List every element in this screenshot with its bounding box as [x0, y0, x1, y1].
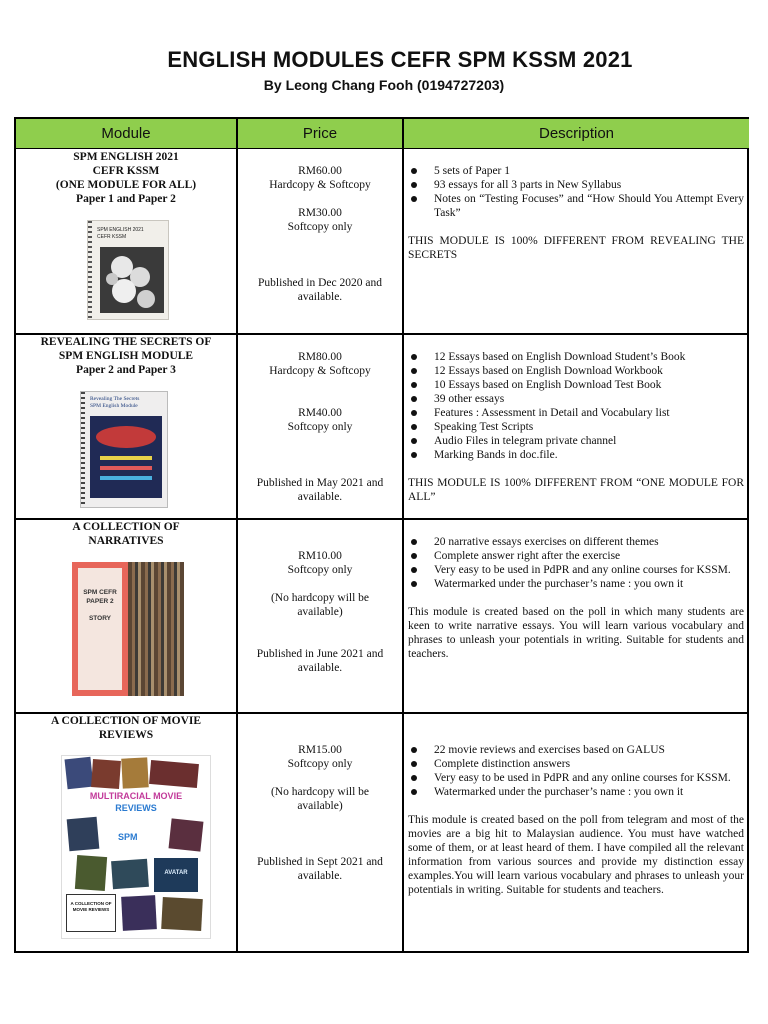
list-item: Marking Bands in doc.file.	[408, 448, 744, 462]
spiral-binding	[81, 392, 85, 507]
book-cover-narratives	[72, 562, 184, 696]
list-item: Complete answer right after the exercise	[408, 549, 744, 563]
module-title-1: SPM ENGLISH 2021 CEFR KSSM (ONE MODULE FOR ALL) Paper 1 and Paper 2	[55, 151, 197, 205]
column-header-price: Price	[238, 119, 402, 148]
list-item: Features : Assessment in Detail and Vocabulary list	[408, 406, 744, 420]
price-cell-1: RM60.00 Hardcopy & Softcopy RM30.00 Softcopy only	[269, 165, 371, 233]
page-subtitle: By Leong Chang Fooh (0194727203)	[263, 77, 505, 93]
list-item: Watermarked under the purchaser’s name : you own it	[408, 577, 744, 591]
module-note: THIS MODULE IS 100% DIFFERENT FROM REVEALING THE SECRETS	[408, 235, 744, 261]
list-item: Notes on “Testing Focuses” and “How Should You Attempt Every Task”	[408, 192, 744, 220]
description-cell-3	[408, 535, 744, 661]
module-title-3: A COLLECTION OF NARRATIVES	[72, 521, 180, 547]
published-date-3: Published in June 2021 and available.	[256, 648, 384, 674]
module-title-2: REVEALING THE SECRETS OF SPM ENGLISH MODULE Paper 2 and Paper 3	[40, 336, 212, 376]
price-cell-2: RM80.00 Hardcopy & Softcopy RM40.00 Softcopy only	[269, 351, 371, 433]
module-note: This module is created based on the poll from telegram and most of the movies are a big hit to Malaysian audience. You must have watched some of them, or at least heard of them. I have compiled all the relevant information from various sources and provide my distinction essay examples.You will learn various vocabulary and phrases to unleash your potentials in writing. Suitable for students and teachers.	[408, 814, 744, 896]
price-cell-3: RM10.00 Softcopy only (No hardcopy will be available)	[270, 550, 370, 618]
row-divider	[16, 148, 747, 149]
published-date-4: Published in Sept 2021 and available.	[257, 856, 383, 882]
book-cover-one-module	[87, 220, 169, 320]
cover-title: SPM CEFR PAPER 2 STORY	[83, 589, 117, 622]
spiral-binding	[88, 221, 92, 319]
list-item: Very easy to be used in PdPR and any online courses for KSSM.	[408, 563, 744, 577]
column-divider	[402, 119, 404, 951]
module-note: THIS MODULE IS 100% DIFFERENT FROM “ONE MODULE FOR ALL”	[408, 477, 744, 503]
column-divider	[236, 119, 238, 951]
list-item: 10 Essays based on English Download Test Book	[408, 378, 744, 392]
column-header-description: Description	[404, 119, 749, 148]
price-cell-4: RM15.00 Softcopy only (No hardcopy will be available)	[270, 744, 370, 812]
published-date-1: Published in Dec 2020 and available.	[258, 277, 382, 303]
list-item: Speaking Test Scripts	[408, 420, 744, 434]
book-cover-revealing-secrets	[80, 391, 168, 508]
cover-title: MULTIRACIAL MOVIE REVIEWS	[89, 791, 183, 813]
list-item: 5 sets of Paper 1	[408, 164, 744, 178]
list-item: Complete distinction answers	[408, 757, 744, 771]
description-cell-4	[408, 743, 744, 897]
cover-title: SPM ENGLISH 2021 CEFR KSSM	[97, 227, 144, 240]
list-item: 20 narrative essays exercises on different themes	[408, 535, 744, 549]
modules-table	[14, 117, 749, 953]
published-date-2: Published in May 2021 and available.	[256, 477, 384, 503]
cover-label: A COLLECTION OF MOVIE REVIEWS	[66, 894, 116, 932]
list-item: 93 essays for all 3 parts in New Syllabus	[408, 178, 744, 192]
bookshelf-photo	[128, 562, 184, 696]
module-note: This module is created based on the poll in which many students are keen to write narrative essays. You will learn various vocabulary and phrases to unleash your potentials in writing. Suitable for students and teachers.	[408, 606, 744, 660]
list-item: Very easy to be used in PdPR and any online courses for KSSM.	[408, 771, 744, 785]
avatar-poster: AVATAR	[154, 858, 198, 892]
cover-left-panel	[72, 562, 128, 696]
cover-artwork	[90, 416, 162, 498]
list-item: 39 other essays	[408, 392, 744, 406]
cover-title: Revealing The Secrets SPM English Module	[90, 396, 140, 409]
page-title: ENGLISH MODULES CEFR SPM KSSM 2021	[167, 47, 633, 72]
description-cell-1	[408, 164, 744, 262]
description-cell-2	[408, 350, 744, 504]
book-cover-movie-reviews	[61, 755, 211, 939]
list-item: 22 movie reviews and exercises based on GALUS	[408, 743, 744, 757]
column-header-module: Module	[16, 119, 236, 148]
list-item: Watermarked under the purchaser’s name : you own it	[408, 785, 744, 799]
flower-illustration	[100, 247, 164, 313]
list-item: 12 Essays based on English Download Workbook	[408, 364, 744, 378]
list-item: Audio Files in telegram private channel	[408, 434, 744, 448]
module-title-4: A COLLECTION OF MOVIE REVIEWS	[50, 715, 202, 741]
cover-subtitle: SPM	[118, 832, 138, 842]
list-item: 12 Essays based on English Download Student’s Book	[408, 350, 744, 364]
